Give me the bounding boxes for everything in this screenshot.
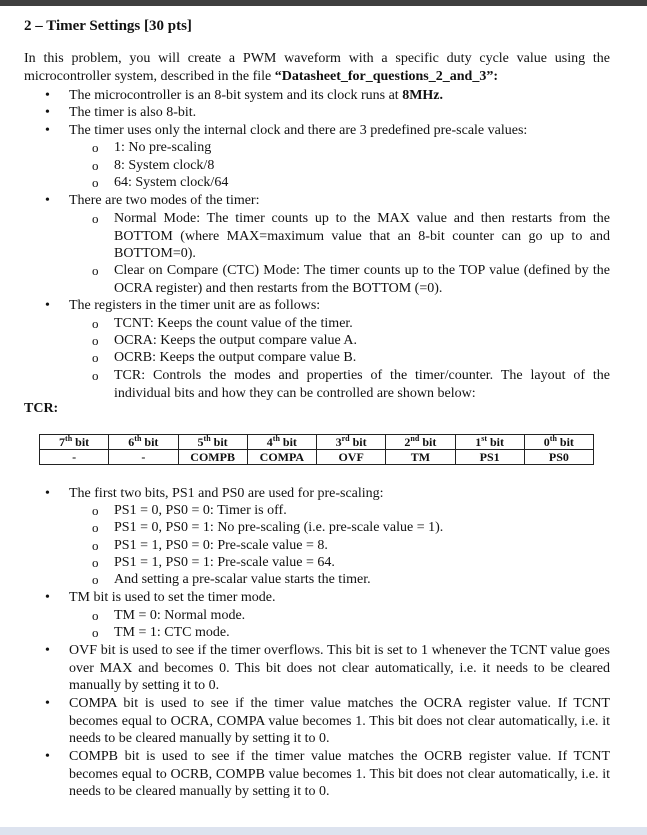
mode-ctc: o Clear on Compare (CTC) Mode: The timer counts up to the TOP value (defined by the OCRA register) and then restarts from the BOTTOM (=0). [114,262,610,297]
intro-paragraph [24,50,610,85]
bullet-clock-text: The microcontroller is an 8-bit system and its clock runs at [69,88,403,103]
ps-item: o PS1 = 0, PS0 = 0: Timer is off. [114,502,610,520]
register-item: o TCR: Controls the modes and properties of the timer/counter. The layout of the individual bits and how they can be controlled are shown below: [114,367,610,402]
tcr-bit-ps0: PS0 [524,450,593,465]
bullet-registers-intro: • The registers in the timer unit are as follows: [69,297,610,315]
tcr-bit-tm: TM [386,450,455,465]
tcr-header-cell: 1st bit [455,435,524,450]
tcr-header-cell: 7th bit [40,435,109,450]
prescale-item: o 8: System clock/8 [114,157,610,175]
clock-frequency: 8MHz. [402,88,444,103]
prescale-item: o 1: No pre-scaling [114,139,610,157]
prescale-item: o 64: System clock/64 [114,174,610,192]
ps-item: o PS1 = 1, PS0 = 1: Pre-scale value = 64. [114,554,610,572]
bullet-prescaling-bits: • The first two bits, PS1 and PS0 are used for pre-scaling: [69,485,610,503]
tcr-bit-ps1: PS1 [455,450,524,465]
bullet-compb-bit: • COMPB bit is used to see if the timer value matches the OCRB register value. If TCNT becomes equal to OCRB, COMPB value becomes 1. This bit does not clear automatically, i.e. it needs to be cleared manually by setting it to 0. [69,748,610,801]
tcr-bit-compb: COMPB [178,450,247,465]
tcr-header-row [40,435,594,450]
mode-normal: o Normal Mode: The timer counts up to the MAX value and then restarts from the BOTTOM (where MAX=maximum value that an 8-bit counter can go up to and BOTTOM=0). [114,210,610,263]
bullet-prescale-intro: • The timer uses only the internal clock and there are 3 predefined pre-scale values: [69,122,610,140]
register-item: o TCNT: Keeps the count value of the timer. [114,315,610,333]
window-bottom-bar [0,827,647,835]
tcr-header-cell: 4th bit [247,435,316,450]
bullet-ovf-bit: • OVF bit is used to see if the timer overflows. This bit is set to 1 whenever the TCNT value goes over MAX and becomes 0. This bit does not clear automatically, i.e. it needs to be cleared manually by setting it to 0. [69,642,610,695]
ps-item: o PS1 = 1, PS0 = 0: Pre-scale value = 8. [114,537,610,555]
intro-text: In this problem, you will create a PWM waveform with a specific duty cycle value using the microcontroller system, described in the file [24,51,610,84]
tcr-bit-ovf: OVF [317,450,386,465]
ps-item: o And setting a pre-scalar value starts the timer. [114,571,610,589]
tcr-value-row [40,450,594,465]
bullet-clock [69,87,610,105]
tcr-header-cell: 3rd bit [317,435,386,450]
bullet-compa-bit: • COMPA bit is used to see if the timer value matches the OCRA register value. If TCNT becomes equal to OCRA, COMPA value becomes 1. This bit does not clear automatically, i.e. it needs to be cleared manually by setting it to 0. [69,695,610,748]
tcr-header-cell: 6th bit [109,435,178,450]
tm-item: o TM = 0: Normal mode. [114,607,610,625]
tcr-bit-table [39,434,594,465]
tcr-header-cell: 5th bit [178,435,247,450]
document-page [0,6,647,827]
datasheet-filename: “Datasheet_for_questions_2_and_3”: [274,68,498,84]
section-title: 2 – Timer Settings [30 pts] [24,18,192,34]
tcr-header-cell: 0th bit [524,435,593,450]
bullet-modes-intro: • There are two modes of the timer: [69,192,610,210]
register-item: o OCRB: Keeps the output compare value B. [114,349,610,367]
tcr-bit-unused: - [109,450,178,465]
register-item: o OCRA: Keeps the output compare value A. [114,332,610,350]
bullet-timer-bits: • The timer is also 8-bit. [69,104,610,122]
tcr-header-cell: 2nd bit [386,435,455,450]
tm-item: o TM = 1: CTC mode. [114,624,610,642]
tcr-bit-unused: - [40,450,109,465]
tcr-label: TCR: [24,401,59,416]
ps-item: o PS1 = 0, PS0 = 1: No pre-scaling (i.e. pre-scale value = 1). [114,519,610,537]
tcr-bit-compa: COMPA [247,450,316,465]
bullet-tm-bit: • TM bit is used to set the timer mode. [69,589,610,607]
